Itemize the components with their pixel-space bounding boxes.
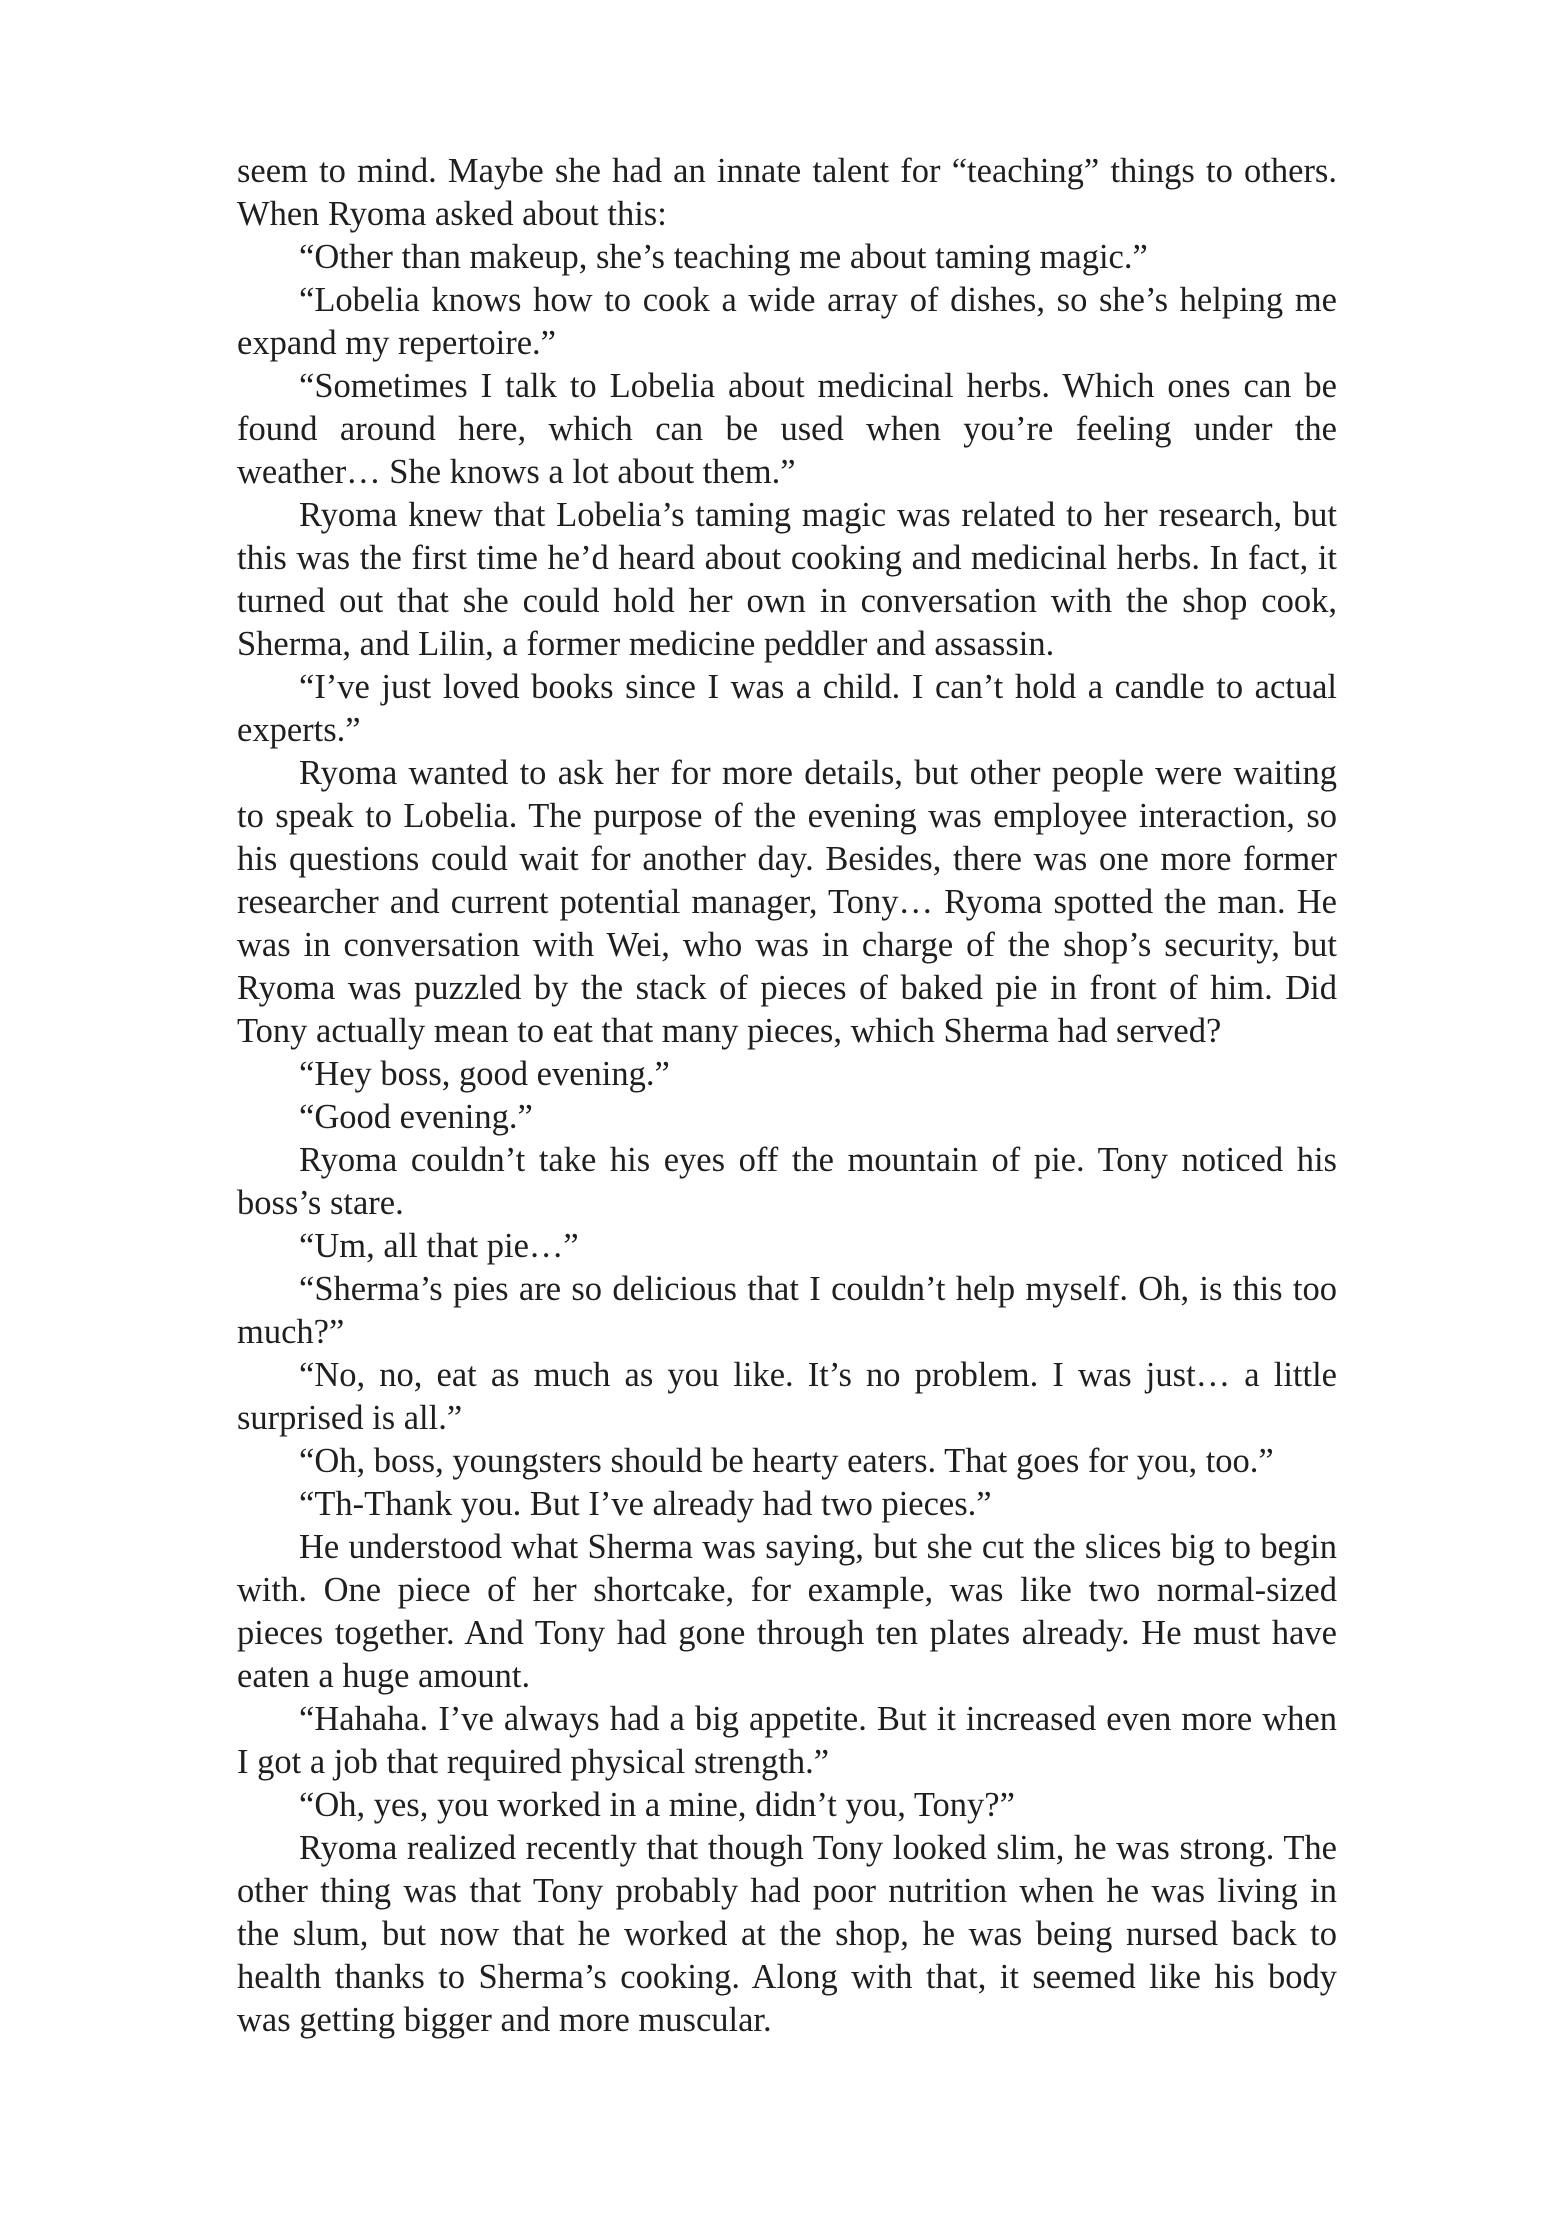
paragraph: “Other than makeup, she’s teaching me about taming magic.”: [299, 238, 1148, 276]
paragraph: “Um, all that pie…”: [299, 1227, 579, 1265]
paragraph: Ryoma couldn’t take his eyes off the mountain of pie. Tony noticed his boss’s stare.: [237, 1141, 1337, 1222]
paragraph: “Sometimes I talk to Lobelia about medicinal herbs. Which ones can be found around here, which can be used when you’re feeling under the weather… She knows a lot about them.”: [237, 367, 1337, 491]
paragraph: “Th-Thank you. But I’ve already had two pieces.”: [299, 1485, 992, 1523]
paragraph: Ryoma wanted to ask her for more details, but other people were waiting to speak to Lobelia. The purpose of the evening was employee interaction, so his questions could wait for another day. Besides, there was one more former researcher and current potential manager, Tony… Ryoma spotted the man. He was in conversation with Wei, who was in charge of the shop’s security, but Ryoma was puzzled by the stack of pieces of baked pie in front of him. Did Tony actually mean to eat that many pieces, which Sherma had served?: [237, 754, 1337, 1050]
paragraph: He understood what Sherma was saying, but she cut the slices big to begin with. One piece of her shortcake, for example, was like two normal-sized pieces together. And Tony had gone through ten plates already. He must have eaten a huge amount.: [237, 1528, 1337, 1695]
paragraph: “Hahaha. I’ve always had a big appetite. But it increased even more when I got a job that required physical strength.”: [237, 1700, 1337, 1781]
paragraph: “Oh, yes, you worked in a mine, didn’t you, Tony?”: [299, 1786, 1015, 1824]
paragraph: “I’ve just loved books since I was a child. I can’t hold a candle to actual experts.”: [237, 668, 1337, 749]
paragraph: seem to mind. Maybe she had an innate talent for “teaching” things to others. When Ryoma asked about this:: [237, 152, 1337, 233]
body-text: [237, 150, 1337, 2042]
paragraph: “Lobelia knows how to cook a wide array of dishes, so she’s helping me expand my repertoire.”: [237, 281, 1337, 362]
paragraph: “Good evening.”: [299, 1098, 533, 1136]
paragraph: “Oh, boss, youngsters should be hearty eaters. That goes for you, too.”: [299, 1442, 1274, 1480]
paragraph: Ryoma realized recently that though Tony looked slim, he was strong. The other thing was that Tony probably had poor nutrition when he was living in the slum, but now that he worked at the shop, he was being nursed back to health thanks to Sherma’s cooking. Along with that, it seemed like his body was getting bigger and more muscular.: [237, 1829, 1337, 2039]
paragraph: “Sherma’s pies are so delicious that I couldn’t help myself. Oh, is this too much?”: [237, 1270, 1337, 1351]
paragraph: “No, no, eat as much as you like. It’s no problem. I was just… a little surprised is all.”: [237, 1356, 1337, 1437]
paragraph: Ryoma knew that Lobelia’s taming magic was related to her research, but this was the first time he’d heard about cooking and medicinal herbs. In fact, it turned out that she could hold her own in conversation with the shop cook, Sherma, and Lilin, a former medicine peddler and assassin.: [237, 496, 1337, 663]
paragraph: “Hey boss, good evening.”: [299, 1055, 670, 1093]
